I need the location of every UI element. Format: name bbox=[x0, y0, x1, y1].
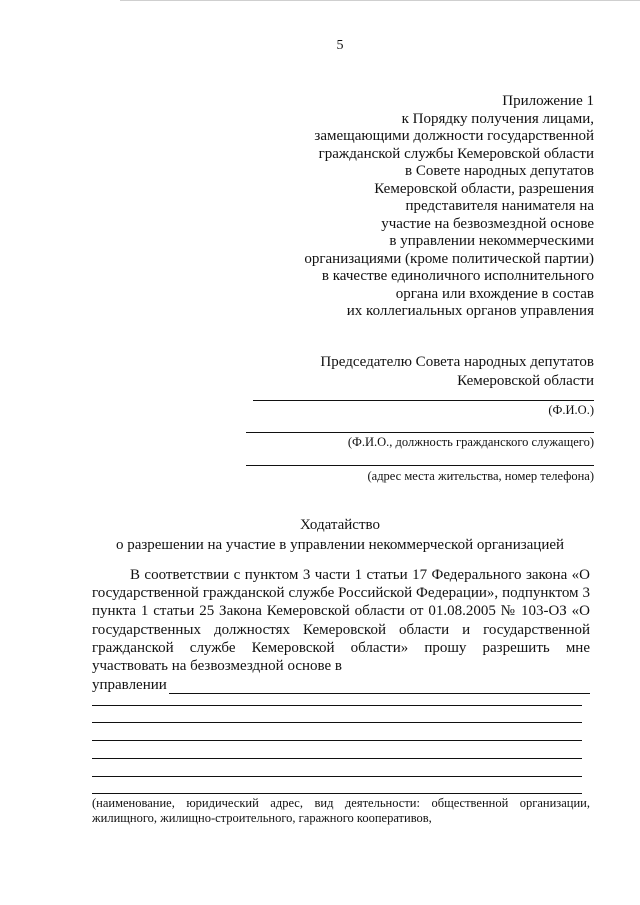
petition-body: В соответствии с пунктом 3 части 1 статьи 17 Федерального закона «О государственной гражданской службе Российской Федерации», подпунктом 3 пункта 1 статьи 25 Закона Кемеровской области от 01.08.2005 № 103-ОЗ «О государственных должностях Кемеровской области и государственной гражданской службе Кемеровской области» прошу разрешить мне участвовать на безвозмездной основе в bbox=[92, 567, 590, 675]
appendix-line: к Порядку получения лицами, bbox=[401, 110, 594, 127]
blank-line[interactable] bbox=[92, 776, 582, 777]
blank-line[interactable] bbox=[92, 793, 582, 794]
appendix-header bbox=[304, 93, 594, 321]
page-number: 5 bbox=[336, 38, 344, 53]
appendix-line: Кемеровской области, разрешения bbox=[374, 180, 594, 197]
organization-caption: (наименование, юридический адрес, вид деятельности: общественной организации, жилищного, жилищно-строительного, гаражного кооперативов, bbox=[92, 796, 590, 825]
appendix-line: участие на безвозмездной основе bbox=[381, 215, 594, 232]
addressee-line: Кемеровской области bbox=[457, 373, 594, 389]
appendix-line: органа или вхождение в состав bbox=[395, 285, 594, 302]
top-border-line bbox=[120, 0, 640, 1]
blank-line[interactable] bbox=[92, 705, 582, 706]
fio-fill-line[interactable] bbox=[253, 400, 594, 401]
appendix-line: организациями (кроме политической партии) bbox=[304, 250, 594, 267]
appendix-line: гражданской службы Кемеровской области bbox=[318, 145, 594, 162]
fio-caption: (Ф.И.О.) bbox=[548, 403, 594, 417]
blank-line[interactable] bbox=[92, 722, 582, 723]
organization-fill-line[interactable] bbox=[169, 679, 590, 694]
appendix-line: в качестве единоличного исполнительного bbox=[321, 268, 594, 284]
appendix-line: в управлении некоммерческими bbox=[389, 233, 594, 249]
addressee-block bbox=[320, 353, 594, 391]
appendix-line: в Совете народных депутатов bbox=[405, 163, 594, 179]
management-word: управлении bbox=[92, 677, 167, 693]
fio-position-fill-line[interactable] bbox=[246, 432, 594, 433]
address-fill-line[interactable] bbox=[246, 465, 594, 466]
appendix-line: представителя нанимателя на bbox=[405, 198, 594, 214]
petition-title: Ходатайство bbox=[300, 517, 380, 533]
appendix-line: их коллегиальных органов управления bbox=[346, 303, 594, 319]
address-caption: (адрес места жительства, номер телефона) bbox=[367, 469, 594, 483]
blank-line[interactable] bbox=[92, 758, 582, 759]
blank-line[interactable] bbox=[92, 740, 582, 741]
management-line bbox=[92, 677, 590, 694]
fio-position-caption: (Ф.И.О., должность гражданского служащего) bbox=[347, 435, 594, 449]
petition-subtitle: о разрешении на участие в управлении некоммерческой организацией bbox=[115, 537, 565, 553]
addressee-line: Председателю Совета народных депутатов bbox=[320, 354, 594, 370]
appendix-line: Приложение 1 bbox=[502, 93, 594, 109]
appendix-line: замещающими должности государственной bbox=[314, 128, 594, 144]
